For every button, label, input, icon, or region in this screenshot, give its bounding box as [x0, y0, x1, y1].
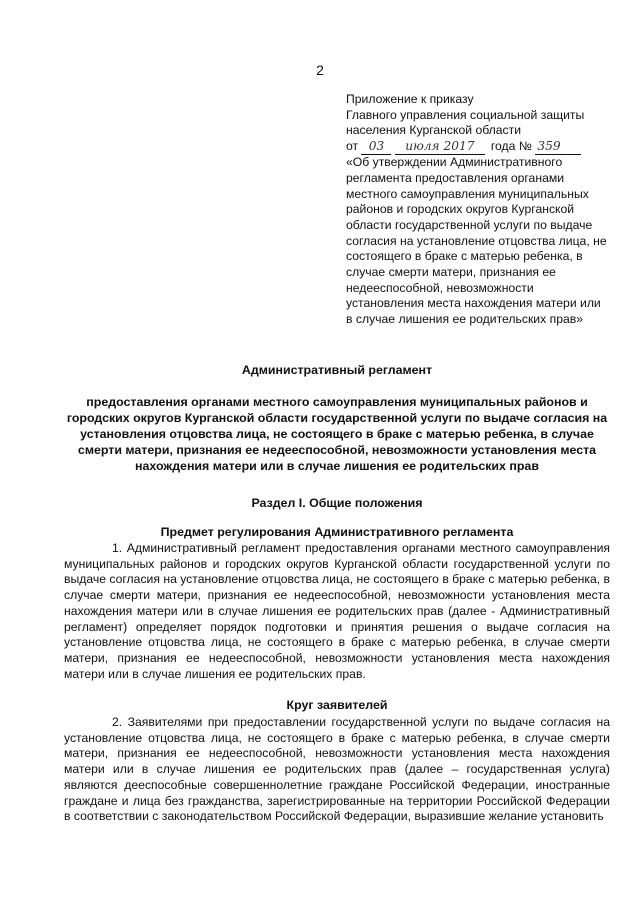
annex-date-line — [346, 139, 608, 155]
regulation-subtitle: предоставления органами местного самоуправления муниципальных районов и городских округов Курганской области государственной услуги по выдаче согласия на установления отцовства лица, не состоящего в браке с матерью ребенка, в случае смерти матери, признания ее недееспособной, невозможности установления места нахождения матери или в случае лишения ее родительских прав — [66, 395, 608, 473]
subject-heading: Предмет регулирования Административного регламента — [160, 525, 514, 539]
annex-line-1: Приложение к приказу — [346, 92, 474, 106]
regulation-title-block — [64, 362, 610, 474]
page-number: 2 — [316, 62, 324, 78]
year-label: года № — [490, 139, 532, 154]
applicants-heading: Круг заявителей — [286, 698, 388, 712]
section-title: Раздел I. Общие положения — [251, 496, 423, 510]
annex-subject: «Об утверждении Административного регламента предоставления органами местного самоуправления муниципальных районов и городских округов Курганской области государственной услуги по выдаче согласия на установление отцовства лица, не состоящего в браке с матерью ребенка, в случае смерти матери, признания ее недееспособной, невозможности установления места нахождения матери или в случае лишения ее родительских прав» — [346, 155, 607, 327]
paragraph-2: 2. Заявителями при предоставлении государственной услуги по выдаче согласия на установление отцовства лица, не состоящего в браке с матерью ребенка, в случае смерти матери, признания ее недееспособной, невозможности установления места нахождения матери или в случае лишения ее родительских прав (далее – государственная услуга) являются дееспособные совершеннолетние граждане Российской Федерации, иностранные граждане и лица без гражданства, зарегистрированные на территории Российской Федерации в соответствии с законодательством Российской Федерации, выразившие желание установить — [64, 715, 610, 824]
regulation-title: Административный регламент — [241, 363, 433, 377]
annex-line-2: Главного управления социальной защиты — [346, 107, 585, 122]
order-month-year: июля 2017 — [395, 140, 485, 155]
annex-block — [346, 92, 608, 328]
annex-line-3: населения Курганской области — [346, 123, 522, 138]
from-label: от — [346, 139, 359, 154]
paragraph-1: 1. Административный регламент предоставления органами местного самоуправления муниципальных районов и городских округов Курганской области государственной услуги по выдаче согласия на установление отцовства лица, не состоящего в браке с матерью ребенка, в случае смерти матери, признания ее недееспособной, невозможности установления места нахождения матери или в случае лишения ее родительских прав (далее - Административный регламент) определяет порядок подготовки и принятия решения о выдаче согласия на установление отцовства лица, не состоящего в браке с матерью ребенка, в случае смерти матери, признания ее недееспособной, невозможности установления места нахождения матери или в случае лишения ее родительских прав. — [64, 541, 610, 681]
order-number: 359 — [535, 140, 581, 155]
order-day: 03 — [361, 140, 391, 155]
